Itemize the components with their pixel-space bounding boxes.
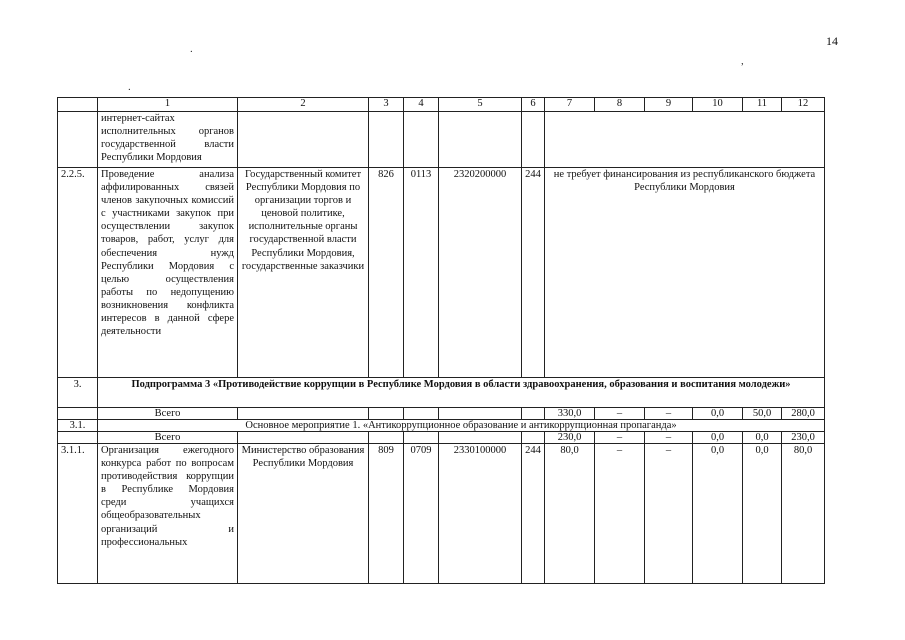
table-header-row (58, 98, 825, 112)
cell-num: 3.1.1. (58, 444, 98, 584)
cell-value: – (645, 444, 693, 584)
total-label: Всего (98, 432, 238, 444)
header-cell: 6 (522, 98, 545, 112)
cell-value: 230,0 (782, 432, 825, 444)
cell-activity: Проведение анализа аффилированных связей членов закупочных комиссий с участниками закупок при осуществлении закупок товаров, работ, услуг для обеспечения нужд Республики Мордовия с целью осуществления работы по недопущению возникновения конфликта интересов в данной сфере деятельности (98, 168, 238, 378)
header-cell: 4 (404, 98, 439, 112)
table-row-3 (58, 378, 825, 408)
cell-code-target: 2330100000 (439, 444, 522, 584)
cell-funding (545, 112, 825, 168)
header-cell-num (58, 98, 98, 112)
cell-executor: Министерство образования Республики Мордовия (238, 444, 369, 584)
cell-value: 50,0 (743, 408, 782, 420)
cell-code-expense: 244 (522, 168, 545, 378)
table-row-continuation (58, 112, 825, 168)
scan-speck: , (741, 55, 744, 67)
cell-code-target: 2320200000 (439, 168, 522, 378)
cell-num: 3. (58, 378, 98, 408)
cell-value: – (595, 432, 645, 444)
cell-code-expense: 244 (522, 444, 545, 584)
cell-activity: интернет-сайтах исполнительных органов государственной власти Республики Мордовия (98, 112, 238, 168)
header-cell: 12 (782, 98, 825, 112)
cell-code-section: 0709 (404, 444, 439, 584)
table-row-2-2-5 (58, 168, 825, 378)
cell-num: 3.1. (58, 420, 98, 432)
cell-executor (238, 112, 369, 168)
cell-value: 0,0 (693, 408, 743, 420)
header-cell: 8 (595, 98, 645, 112)
cell-value: – (645, 432, 693, 444)
cell-activity: Организация ежегодного конкурса работ по вопросам противодействия коррупции в Республике Мордовия среди учащихся общеобразовательных организаций и профессиональных (98, 444, 238, 584)
header-cell: 10 (693, 98, 743, 112)
subprogram-title: Подпрограмма 3 «Противодействие коррупции в Республике Мордовия в области здравоохранения, образования и воспитания молодежи» (98, 378, 825, 408)
cell-code-ministry: 809 (369, 444, 404, 584)
header-cell: 1 (98, 98, 238, 112)
table-row-3-1 (58, 420, 825, 432)
cell-executor: Государственный комитет Республики Мордовия по организации торгов и ценовой политике, исполнительные органы государственной власти Республики Мордовия, государственные заказчики (238, 168, 369, 378)
cell-value: 80,0 (782, 444, 825, 584)
header-cell: 9 (645, 98, 693, 112)
header-cell: 7 (545, 98, 595, 112)
cell-value: 230,0 (545, 432, 595, 444)
main-activity-title: Основное мероприятие 1. «Антикоррупционное образование и антикоррупционная пропаганда» (98, 420, 825, 432)
header-cell: 5 (439, 98, 522, 112)
cell-code-section: 0113 (404, 168, 439, 378)
cell-value: – (595, 408, 645, 420)
total-label: Всего (98, 408, 238, 420)
cell-value: 0,0 (693, 444, 743, 584)
cell-value: 330,0 (545, 408, 595, 420)
cell-value: 280,0 (782, 408, 825, 420)
cell-value: 0,0 (743, 444, 782, 584)
scan-speck: . (128, 81, 131, 93)
cell-value: – (645, 408, 693, 420)
scan-speck: . (190, 43, 193, 55)
page-number: 14 (826, 34, 838, 48)
cell-value: 80,0 (545, 444, 595, 584)
cell-code-ministry: 826 (369, 168, 404, 378)
table-row-3-1-1 (58, 444, 825, 584)
cell-funding-note: не требует финансирования из республиканского бюджета Республики Мордовия (545, 168, 825, 378)
cell-value: – (595, 444, 645, 584)
table-row-3-1-total (58, 432, 825, 444)
header-cell: 11 (743, 98, 782, 112)
budget-table (57, 97, 825, 584)
cell-num: 2.2.5. (58, 168, 98, 378)
cell-value: 0,0 (693, 432, 743, 444)
header-cell: 2 (238, 98, 369, 112)
cell-value: 0,0 (743, 432, 782, 444)
cell-num (58, 112, 98, 168)
table-row-3-total (58, 408, 825, 420)
header-cell: 3 (369, 98, 404, 112)
